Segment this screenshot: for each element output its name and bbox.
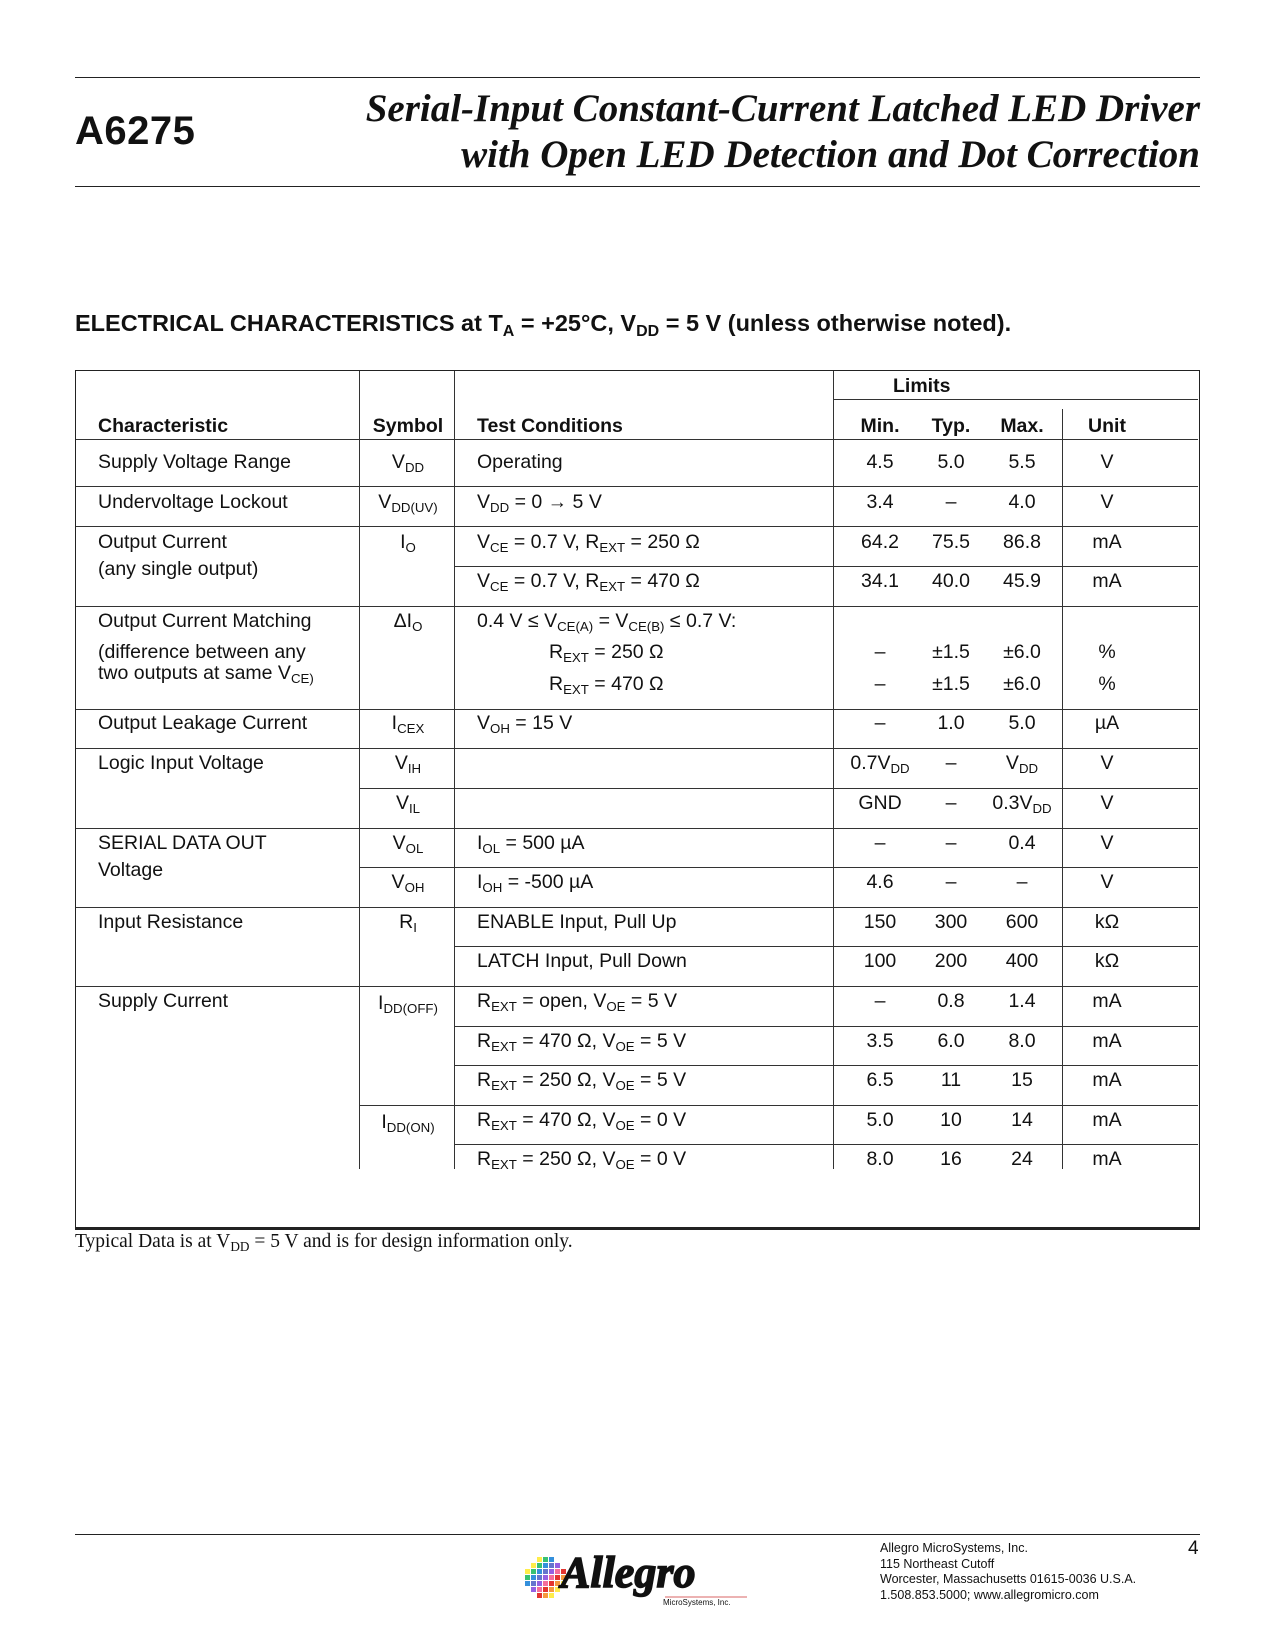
logo-dot [543, 1587, 548, 1592]
row-test-condition: $R_{EXT} = 470$ Ω [549, 673, 664, 697]
header-typ: Typ. [931, 415, 971, 437]
row-min: GND [858, 792, 902, 814]
logo-dot [549, 1593, 554, 1598]
address-line: Allegro MicroSystems, Inc. [880, 1541, 1028, 1555]
row-typ: 11 [940, 1069, 962, 1091]
row-symbol: $I_{DD(OFF)}$ [378, 992, 438, 1016]
footer-rule [75, 1534, 1200, 1535]
logo-dot [543, 1557, 548, 1562]
row-min: 6.5 [866, 1069, 894, 1091]
title-line-2: with Open LED Detection and Dot Correction [461, 133, 1200, 176]
row-unit: V [1100, 792, 1114, 814]
row-typ: 6.0 [937, 1030, 965, 1052]
title-line-1: Serial-Input Constant-Current Latched LED Driver [365, 87, 1200, 130]
grid-line-horizontal [76, 986, 1198, 987]
row-characteristic-note: Voltage [98, 859, 164, 881]
row-typ: – [945, 871, 957, 893]
row-unit: mA [1092, 1030, 1122, 1052]
logo-dot [549, 1563, 554, 1568]
row-max: 1.4 [1008, 990, 1036, 1012]
logo-dot [549, 1581, 554, 1586]
row-test-condition: Operating [477, 451, 563, 473]
logo-dot [537, 1581, 542, 1586]
grid-line-horizontal [454, 946, 1198, 947]
row-symbol: $I_{DD(ON)}$ [381, 1111, 435, 1135]
row-typ: – [945, 792, 957, 814]
row-min: – [874, 712, 886, 734]
logo-dot [549, 1557, 554, 1562]
row-test-condition: $R_{EXT} = 250$ Ω, $V_{OE} = 0$ V [477, 1148, 687, 1172]
grid-line-horizontal [76, 709, 1198, 710]
row-min: 34.1 [861, 570, 899, 592]
grid-line-horizontal [76, 606, 1198, 607]
table-note: Typical Data is at $V_{DD} = 5$ V and is for design information only. [75, 1231, 573, 1254]
row-test-condition: 0.4 $V \le V_{CE(A)} = V_{CE(B)} \le 0.7$ V: [477, 610, 737, 634]
logo-dot [537, 1587, 542, 1592]
row-max: $V_{DD}$ [1005, 752, 1039, 776]
row-symbol: $\Delta I_O$ [393, 610, 423, 634]
row-max: 15 [1011, 1069, 1033, 1091]
logo-dot [525, 1575, 530, 1580]
header-symbol: Symbol [372, 415, 444, 437]
row-symbol: $V_{OL}$ [392, 832, 424, 856]
grid-line-horizontal [76, 748, 1198, 749]
logo-dot [525, 1581, 530, 1586]
row-max: 5.5 [1008, 451, 1036, 473]
grid-line-horizontal [454, 1026, 1198, 1027]
logo-dot [549, 1569, 554, 1574]
row-characteristic: Logic Input Voltage [98, 752, 264, 774]
logo-dot [531, 1581, 536, 1586]
row-typ: ±1.5 [932, 641, 970, 663]
logo-dot [555, 1569, 560, 1574]
row-typ: 200 [934, 950, 968, 972]
header-max: Max. [1000, 415, 1044, 437]
row-unit: V [1100, 491, 1114, 513]
header-min: Min. [860, 415, 900, 437]
row-max: 600 [1005, 911, 1039, 933]
row-typ: 16 [940, 1148, 962, 1170]
row-characteristic: Output Leakage Current [98, 712, 308, 734]
allegro-logo [523, 1543, 758, 1609]
row-test-condition: $R_{EXT} = 470$ Ω, $V_{OE} = 0$ V [477, 1109, 687, 1133]
grid-line-horizontal [76, 439, 1198, 440]
header-bottom-rule [75, 186, 1200, 187]
row-unit: V [1100, 871, 1114, 893]
row-unit: mA [1092, 531, 1122, 553]
row-unit: V [1100, 752, 1114, 774]
row-test-condition: LATCH Input, Pull Down [477, 950, 687, 972]
row-max: 0.4 [1008, 832, 1036, 854]
row-unit: kΩ [1094, 911, 1120, 933]
row-min: 64.2 [861, 531, 899, 553]
row-characteristic: Output Current Matching [98, 610, 312, 632]
logo-dot [537, 1557, 542, 1562]
row-max: ±6.0 [1003, 641, 1041, 663]
logo-dot [543, 1569, 548, 1574]
logo-color-dots [525, 1557, 566, 1598]
logo-dot [555, 1563, 560, 1568]
row-characteristic: Supply Current [98, 990, 229, 1012]
row-characteristic: Undervoltage Lockout [98, 491, 288, 513]
logo-dot [555, 1587, 560, 1592]
logo-dot [555, 1581, 560, 1586]
header-top-rule [75, 77, 1200, 78]
grid-line-horizontal [359, 867, 1198, 868]
row-unit: mA [1092, 1148, 1122, 1170]
grid-line-horizontal [454, 1144, 1198, 1145]
grid-line-horizontal [454, 1065, 1198, 1066]
row-symbol: $V_{DD}$ [391, 451, 425, 475]
row-max: 400 [1005, 950, 1039, 972]
row-unit: V [1100, 832, 1114, 854]
part-number: A6275 [75, 109, 196, 153]
row-unit: % [1098, 673, 1116, 695]
row-test-condition: $R_{EXT} = 250$ Ω [549, 641, 664, 665]
row-unit: mA [1092, 1069, 1122, 1091]
row-test-condition: $R_{EXT} = 250$ Ω, $V_{OE} = 5$ V [477, 1069, 687, 1093]
grid-line-horizontal [359, 1105, 1198, 1106]
row-min: – [874, 990, 886, 1012]
row-typ: 40.0 [932, 570, 970, 592]
document-title [366, 86, 1200, 178]
row-test-condition: $I_{OH} = -500$ µA [477, 871, 594, 895]
address-line: 115 Northeast Cutoff [880, 1556, 995, 1571]
row-typ: 5.0 [937, 451, 965, 473]
row-typ: 0.8 [937, 990, 965, 1012]
row-max: 8.0 [1008, 1030, 1036, 1052]
page-number: 4 [1188, 1538, 1199, 1559]
row-characteristic-note: (any single output) [98, 558, 259, 580]
row-symbol: $V_{DD(UV)}$ [378, 491, 438, 515]
row-characteristic: Supply Voltage Range [98, 451, 291, 473]
grid-line-horizontal [833, 399, 1198, 400]
row-characteristic: Input Resistance [98, 911, 244, 933]
row-min: 4.6 [866, 871, 894, 893]
section-title: ELECTRICAL CHARACTERISTICS at $T_A = +25^\circ C$, $V_{DD} = 5$ V (unless otherwise noted). [75, 310, 1012, 340]
company-address [880, 1541, 1136, 1603]
grid-line-horizontal [76, 486, 1198, 487]
row-symbol: $V_{IL}$ [395, 792, 421, 816]
row-typ: 300 [934, 911, 968, 933]
row-unit: V [1100, 451, 1114, 473]
header-unit: Unit [1088, 415, 1126, 437]
row-test-condition: ENABLE Input, Pull Up [477, 911, 677, 933]
row-max: 86.8 [1003, 531, 1041, 553]
row-typ: – [945, 752, 957, 774]
grid-line-horizontal [76, 907, 1198, 908]
row-max: 4.0 [1008, 491, 1036, 513]
row-symbol: $I_{CEX}$ [391, 712, 425, 736]
header-test-conditions: Test Conditions [477, 415, 623, 437]
row-typ: 75.5 [932, 531, 970, 553]
logo-dot [531, 1587, 536, 1592]
row-symbol: $V_{OH}$ [391, 871, 425, 895]
row-min: 8.0 [866, 1148, 894, 1170]
row-typ: ±1.5 [932, 673, 970, 695]
row-max: 5.0 [1008, 712, 1036, 734]
row-min: 150 [863, 911, 897, 933]
row-unit: µA [1094, 712, 1120, 734]
row-min: $0.7V_{DD}$ [850, 752, 910, 776]
logo-dot [525, 1569, 530, 1574]
row-test-condition: $V_{OH} = 15$ V [477, 712, 573, 736]
row-test-condition: $R_{EXT}$ = open, $V_{OE} = 5$ V [477, 990, 677, 1014]
logo-dot [537, 1575, 542, 1580]
row-symbol: $V_{IH}$ [394, 752, 422, 776]
row-symbol: $R_I$ [399, 911, 417, 935]
logo-subtext: MicroSystems, Inc. [663, 1598, 731, 1607]
logo-dot [537, 1569, 542, 1574]
row-test-condition: $V_{CE} = 0.7$ V, $R_{EXT} = 250$ Ω [477, 531, 700, 555]
row-max: ±6.0 [1003, 673, 1041, 695]
grid-line-horizontal [359, 788, 1198, 789]
row-typ: 10 [940, 1109, 962, 1131]
row-test-condition: $R_{EXT} = 470$ Ω, $V_{OE} = 5$ V [477, 1030, 687, 1054]
address-line: Worcester, Massachusetts 01615-0036 U.S.A. [880, 1572, 1137, 1586]
row-typ: – [945, 832, 957, 854]
row-min: 4.5 [866, 451, 894, 473]
logo-dot [531, 1563, 536, 1568]
row-test-condition: $V_{DD} = 0 \to 5$ V [477, 491, 602, 515]
logo-dot [549, 1575, 554, 1580]
logo-dot [543, 1593, 548, 1598]
row-test-condition: $I_{OL} = 500$ µA [477, 832, 585, 856]
logo-dot [543, 1575, 548, 1580]
limits-header: Limits [893, 375, 951, 397]
row-symbol: $I_O$ [400, 531, 416, 555]
logo-dot [555, 1575, 560, 1580]
logo-dot [531, 1569, 536, 1574]
row-min: – [874, 641, 886, 663]
row-typ: 1.0 [937, 712, 965, 734]
logo-dot [537, 1563, 542, 1568]
row-max: 24 [1011, 1148, 1033, 1170]
logo-wordmark: Allegro [561, 1548, 696, 1597]
row-max: 14 [1011, 1109, 1033, 1131]
row-unit: mA [1092, 570, 1122, 592]
logo-dot [537, 1593, 542, 1598]
row-characteristic: SERIAL DATA OUT [98, 832, 267, 854]
grid-line-horizontal [454, 566, 1198, 567]
grid-line-horizontal [76, 526, 1198, 527]
row-unit: % [1098, 641, 1116, 663]
row-min: – [874, 673, 886, 695]
row-min: 5.0 [866, 1109, 894, 1131]
grid-line-vertical [833, 371, 834, 1169]
row-characteristic-note: (difference between any [98, 641, 306, 663]
row-min: 3.4 [866, 491, 894, 513]
electrical-characteristics-table [75, 370, 1200, 1230]
row-characteristic: Output Current [98, 531, 227, 553]
header-characteristic: Characteristic [98, 415, 229, 437]
row-unit: mA [1092, 990, 1122, 1012]
row-test-condition: $V_{CE} = 0.7$ V, $R_{EXT} = 470$ Ω [477, 570, 700, 594]
row-unit: kΩ [1094, 950, 1120, 972]
logo-dot [543, 1581, 548, 1586]
row-typ: – [945, 491, 957, 513]
grid-line-vertical [1062, 409, 1063, 1169]
row-characteristic-note: two outputs at same $V_{CE)}$ [98, 662, 314, 686]
grid-line-horizontal [76, 828, 1198, 829]
row-max: – [1016, 871, 1028, 893]
row-min: 3.5 [866, 1030, 894, 1052]
logo-dot [543, 1563, 548, 1568]
row-unit: mA [1092, 1109, 1122, 1131]
logo-dot [549, 1587, 554, 1592]
row-max: $0.3V_{DD}$ [992, 792, 1052, 816]
address-line: 1.508.853.5000; www.allegromicro.com [880, 1587, 1099, 1602]
row-max: 45.9 [1003, 570, 1041, 592]
row-min: 100 [863, 950, 897, 972]
logo-dot [531, 1575, 536, 1580]
row-min: – [874, 832, 886, 854]
